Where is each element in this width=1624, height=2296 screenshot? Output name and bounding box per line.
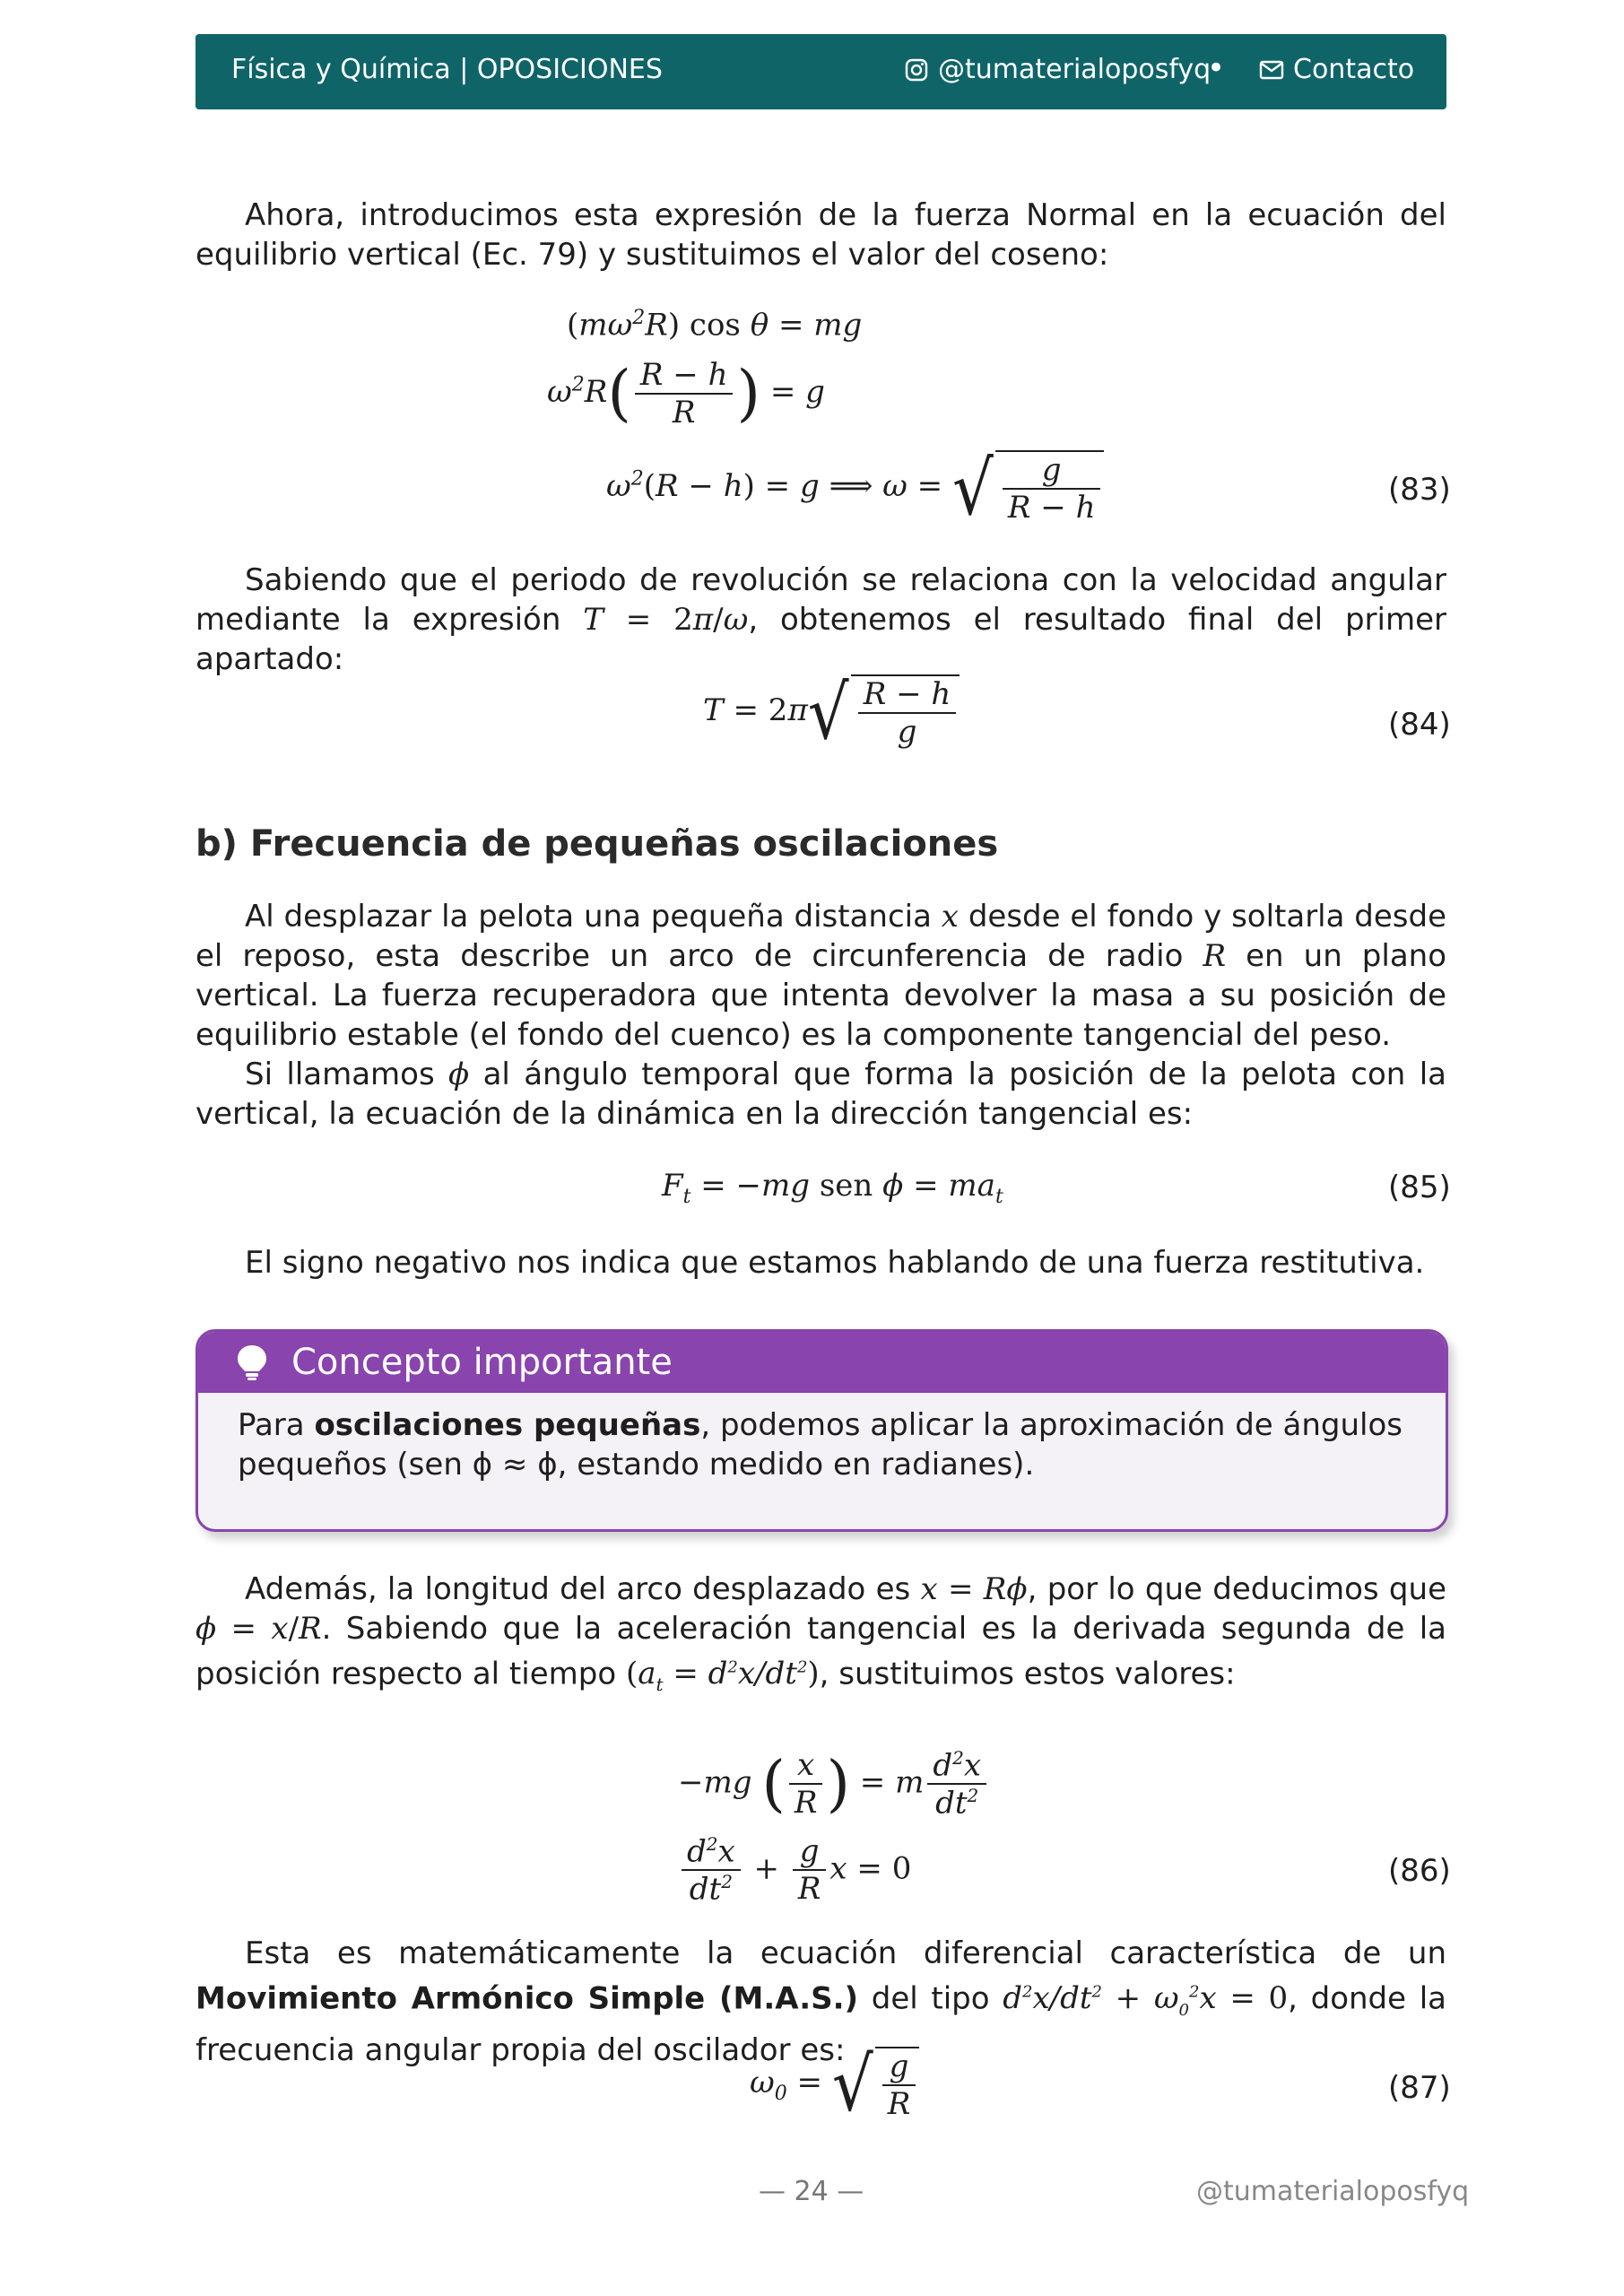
equation-83-line3: $\omega^2(R - h) = g$ ⟹ ω = √ $\frac{g}{R - h}$ [606, 450, 1104, 526]
paragraph-2 [195, 561, 1446, 679]
equation-number-87: (87) [1388, 2070, 1451, 2106]
mail-icon [1259, 57, 1284, 83]
equation-number-83: (83) [1388, 472, 1451, 508]
header-title: Física y Química | OPOSICIONES [231, 54, 663, 85]
paragraph-6-c: . Sabiendo que la aceleración tangencial es la derivada segunda de la posición respecto al tiempo [195, 1611, 1446, 1692]
inline-math-mas: $d^2x/dt^2 + \omega_0^2x = 0$ [1003, 1980, 1289, 2021]
concept-text-a: Para [238, 1407, 315, 1443]
contact-link[interactable] [1259, 54, 1414, 85]
paragraph-4 [195, 1055, 1446, 1134]
paragraph-5: El signo negativo nos indica que estamos hablando de una fuerza restitutiva. [245, 1245, 1425, 1281]
paragraph-6 [195, 1570, 1446, 1704]
paragraph-6-a: Además, la longitud del arco desplazado es [245, 1571, 921, 1607]
social-handle: @tumaterialoposfyq [938, 54, 1211, 85]
paragraph-3-b: desde el fondo y soltarla desde el reposo, esta describe un arco de circunferencia de radio [195, 899, 1447, 974]
inline-math-R: R [1203, 938, 1227, 974]
paragraph-3-c: en un plano vertical. La fuerza recuperadora que intenta devolver la masa a su posición de equilibrio estable (el fondo del cuenco) es la componente tangencial del peso. [195, 938, 1447, 1053]
page-header [195, 34, 1446, 109]
paragraph-7-b: del tipo [858, 1980, 1003, 2017]
instagram-icon [904, 57, 929, 83]
equation-86-line1: −mg ( $\frac{x}{R}$ ) = m $\frac{d^2x}{dt^2}$ [678, 1747, 990, 1822]
concept-title: Concepto importante [291, 1342, 673, 1383]
concept-text-b: , podemos aplicar la aproximación de ángulos pequeños (sen ϕ ≈ ϕ, estando medido en radianes). [238, 1407, 1403, 1483]
equation-83-line2: $\omega^2R$( $\frac{R - h}{R}$ ) = g [547, 357, 825, 430]
equation-number-85: (85) [1388, 1170, 1451, 1205]
inline-math-period: T = 2π/ω [583, 602, 749, 638]
contact-label: Contacto [1293, 54, 1415, 85]
paragraph-3-a: Al desplazar la pelota una pequeña distancia [245, 899, 942, 935]
equation-number-84: (84) [1388, 707, 1451, 743]
inline-math-at: $(a_t = d^2x/dt^2)$ [625, 1656, 820, 1696]
concept-box [195, 1329, 1448, 1532]
paragraph-6-b: , por lo que deducimos que [1027, 1571, 1446, 1607]
inline-math-phi-ratio: ϕ = x/R [195, 1611, 322, 1647]
inline-math-arc: x = Rϕ [920, 1571, 1028, 1607]
inline-math-x: x [941, 899, 959, 935]
social-link[interactable] [904, 54, 1211, 85]
paragraph-1: Ahora, introducimos esta expresión de la fuerza Normal en la ecuación del equilibrio vertical (Ec. 79) y sustituimos el valor del coseno: [195, 197, 1446, 273]
paragraph-7-bold: Movimiento Armónico Simple (M.A.S.) [195, 1980, 859, 2017]
concept-bold: oscilaciones pequeñas [314, 1407, 701, 1443]
concept-header [198, 1332, 1446, 1393]
equation-number-86: (86) [1388, 1853, 1451, 1889]
header-separator: • [1207, 50, 1226, 86]
equation-84: T = 2π√ $\frac{R - h}{g}$ [703, 674, 960, 750]
paragraph-7-c: , donde la frecuencia angular propia del oscilador es: [195, 1980, 1447, 2069]
section-heading-b: b) Frecuencia de pequeñas oscilaciones [195, 823, 999, 865]
paragraph-7-a: Esta es matemáticamente la ecuación diferencial característica de un [245, 1935, 1446, 1971]
paragraph-4-a: Si llamamos [245, 1057, 449, 1092]
paragraph-2-a: Sabiendo que el periodo de revolución se relaciona con la velocidad angular mediante la expresión [195, 562, 1446, 638]
lightbulb-icon [234, 1343, 270, 1382]
paragraph-3 [195, 897, 1446, 1055]
paragraph-4-b: al ángulo temporal que forma la posición de la pelota con la vertical, la ecuación de la dinámica en la dirección tangencial es: [195, 1057, 1446, 1132]
paragraph-2-b: , obtenemos el resultado final del primer apartado: [195, 602, 1446, 677]
equation-86-line2: $\frac{d^2x}{dt^2}$ + $\frac{g}{R}$ x = 0 [678, 1833, 911, 1908]
page-number: — 24 — [759, 2176, 864, 2207]
equation-87: $\omega_0$ = √ $\frac{g}{R}$ [750, 2047, 919, 2122]
footer-handle: @tumaterialoposfyq [1196, 2176, 1470, 2207]
inline-math-phi: ϕ [448, 1057, 470, 1092]
paragraph-6-d: , sustituimos estos valores: [819, 1656, 1236, 1692]
equation-85: $F_t = -mg$ sen $\phi = ma_t$ [662, 1168, 1003, 1208]
equation-83-line1: $(m\omega^2R)$ cos θ = mg [567, 307, 863, 344]
concept-body [198, 1393, 1446, 1497]
